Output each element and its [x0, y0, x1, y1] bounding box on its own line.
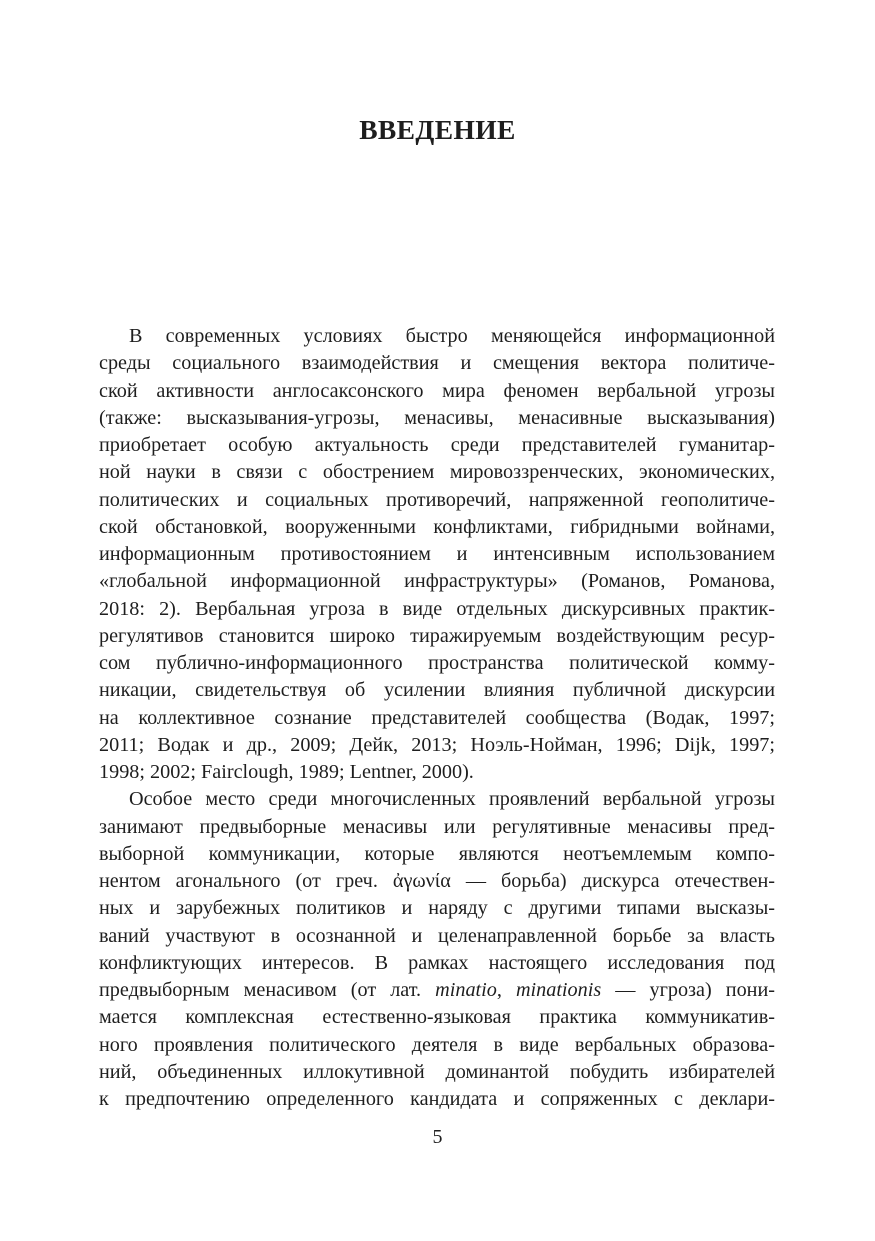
- text-line: приобретает особую актуальность среди представителей гуманитар-: [99, 434, 775, 456]
- page-number: 5: [432, 1126, 443, 1148]
- text-line: Особое место среди многочисленных проявлений вербальной угрозы: [129, 788, 775, 811]
- text-line: политических и социальных противоречий, напряженной геополитиче-: [99, 488, 775, 511]
- text-line: 2018: 2). Вербальная угроза в виде отдельных дискурсивных практик-: [99, 597, 775, 620]
- text-line: 2011; Водак и др., 2009; Дейк, 2013; Ноэль-Нойман, 1996; Dijk, 1997;: [99, 733, 775, 756]
- text-line: выборной коммуникации, которые являются неотъемлемым компо-: [99, 842, 775, 865]
- text-line: среды социального взаимодействия и смещения вектора политиче-: [99, 352, 775, 375]
- text-line: никации, свидетельствуя об усилении влияния публичной дискурсии: [99, 679, 775, 702]
- text-line: к предпочтению определенного кандидата и сопряженных с деклари-: [99, 1088, 775, 1110]
- text-line: мается комплексная естественно-языковая практика коммуникатив-: [99, 1006, 775, 1029]
- text-line: ской активности англосаксонского мира феномен вербальной угрозы: [99, 379, 775, 402]
- text-line: «глобальной информационной инфраструктуры» (Романов, Романова,: [99, 570, 775, 593]
- text-line: ного проявления политического деятеля в виде вербальных образова-: [99, 1033, 775, 1056]
- paragraph-2: [99, 786, 775, 1113]
- body-text: [99, 323, 775, 1113]
- text-line: на коллективное сознание представителей сообщества (Водак, 1997;: [99, 706, 775, 729]
- text-line: регулятивов становится широко тиражируемым воздействующим ресур-: [99, 624, 775, 647]
- text-line: информационным противостоянием и интенсивным использованием: [99, 543, 775, 565]
- text-line: ний, объединенных иллокутивной доминантой побудить избирателей: [99, 1060, 775, 1083]
- text-line: В современных условиях быстро меняющейся информационной: [129, 325, 775, 347]
- text-line: нентом агонального (от греч. ἀγωνία — борьба) дискурса отечествен-: [99, 870, 775, 892]
- text-line: сом публично-информационного пространства политической комму-: [99, 652, 775, 674]
- text-line: занимают предвыборные менасивы или регулятивные менасивы пред-: [99, 815, 775, 838]
- text-line: 1998; 2002; Fairclough, 1989; Lentner, 2000).: [99, 761, 474, 783]
- text-line: ных и зарубежных политиков и наряду с другими типами высказы-: [99, 897, 775, 920]
- text-line: ной науки в связи с обострением мировоззренческих, экономических,: [99, 461, 775, 484]
- text-line: ской обстановкой, вооруженными конфликтами, гибридными войнами,: [99, 515, 775, 538]
- text-line: (также: высказывания-угрозы, менасивы, менасивные высказывания): [99, 406, 775, 429]
- paragraph-1: [99, 323, 775, 786]
- text-line: предвыборным менасивом (от лат. minatio, minationis — угроза) пони-: [99, 979, 775, 1001]
- text-line: ваний участвуют в осознанной и целенаправленной борьбе за власть: [99, 924, 775, 947]
- page-title: ВВЕДЕНИЕ: [359, 114, 516, 145]
- text-line: конфликтующих интересов. В рамках настоящего исследования под: [99, 951, 775, 974]
